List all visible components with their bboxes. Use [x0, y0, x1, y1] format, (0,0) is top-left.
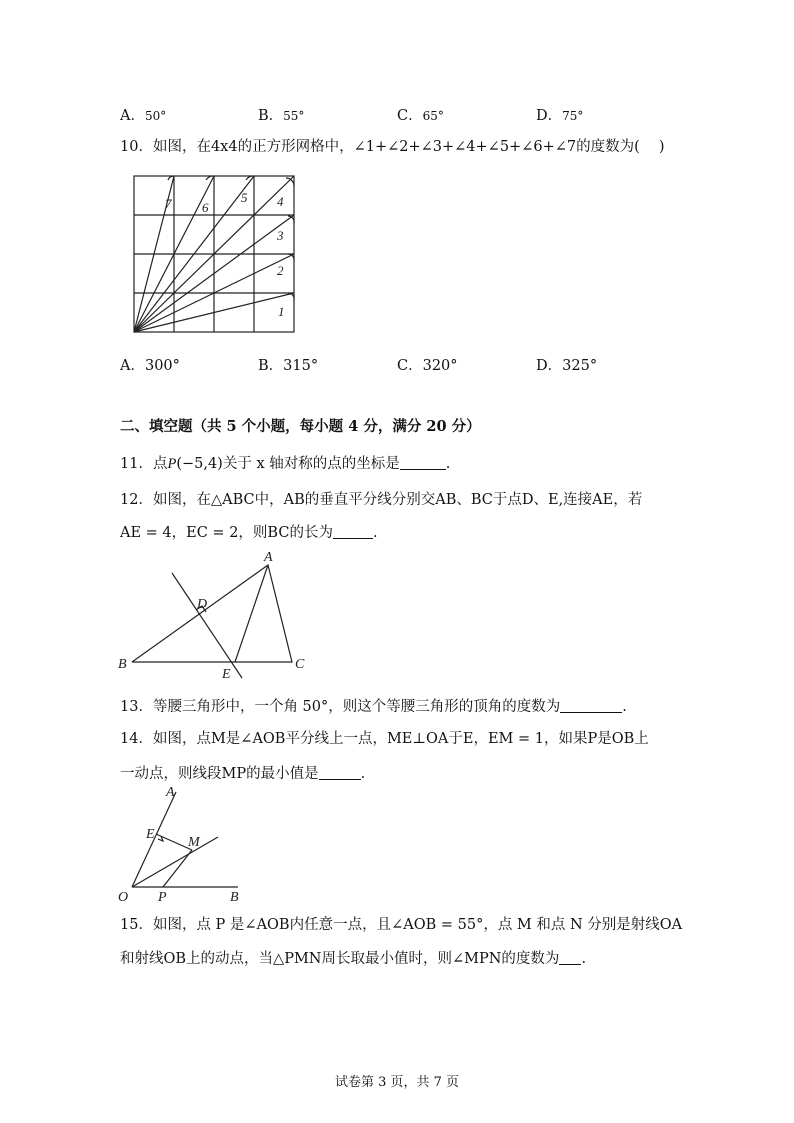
q11-text: 11．点P(−5,4)关于 x 轴对称的点的坐标是 .: [120, 456, 451, 472]
q9-option-a: A．50°: [120, 108, 167, 124]
label-A: A: [264, 550, 273, 565]
q14-answer-blank[interactable]: [319, 765, 361, 780]
label-D: D: [197, 597, 208, 612]
label-E: E: [146, 827, 155, 842]
label-M: M: [188, 835, 200, 850]
label-P: P: [158, 890, 167, 904]
label-B: B: [118, 657, 127, 672]
label-C: C: [295, 657, 305, 672]
q9-option-c: C．65°: [397, 108, 444, 124]
q10-grid-figure: [128, 172, 300, 338]
q9-option-d: D．75°: [536, 108, 584, 124]
q12-line1: 12．如图，在△ABC中，AB的垂直平分线分别交AB、BC于点D、E,连接AE，若: [120, 492, 643, 508]
q10-option-b: B．315°: [258, 358, 319, 374]
q11-answer-blank[interactable]: [400, 455, 446, 470]
label-E: E: [222, 667, 231, 682]
q12-triangle-figure: [112, 548, 312, 682]
q10-option-d: D．325°: [536, 358, 598, 374]
q9-option-b: B．55°: [258, 108, 305, 124]
angle-label-1: 1: [278, 304, 285, 319]
q10-text: 10．如图，在4x4的正方形网格中，∠1+∠2+∠3+∠4+∠5+∠6+∠7的度数为( ): [120, 139, 665, 155]
q14-line1: 14．如图，点M是∠AOB平分线上一点，ME⊥OA于E，EM = 1，如果P是OB上: [120, 731, 649, 747]
q12-line2: AE = 4，EC = 2，则BC的长为 .: [120, 525, 378, 541]
angle-label-5: 5: [241, 190, 248, 205]
section-2-heading: 二、填空题（共 5 个小题，每小题 4 分，满分 20 分）: [120, 418, 481, 435]
label-A: A: [166, 785, 175, 800]
angle-label-6: 6: [202, 200, 209, 215]
page-footer: 试卷第 3 页，共 7 页: [334, 1075, 460, 1090]
angle-label-7: 7: [165, 196, 172, 211]
angle-label-2: 2: [277, 263, 284, 278]
q12-answer-blank[interactable]: [333, 524, 373, 539]
q10-option-c: C．320°: [397, 358, 458, 374]
q10-option-a: A．300°: [120, 358, 180, 374]
label-B: B: [230, 890, 239, 904]
label-O: O: [118, 890, 129, 904]
angle-label-3: 3: [277, 228, 284, 243]
q15-line2: 和射线OB上的动点，当△PMN周长取最小值时，则∠MPN的度数为 .: [120, 951, 587, 967]
q14-angle-figure: [114, 784, 254, 904]
q15-answer-blank[interactable]: [559, 950, 581, 965]
q13-answer-blank[interactable]: [560, 698, 622, 713]
q15-line1: 15．如图，点 P 是∠AOB内任意一点，且∠AOB = 55°，点 M 和点 N 分别是射线OA: [120, 917, 683, 933]
q14-line2: 一动点，则线段MP的最小值是 .: [120, 766, 366, 782]
q13-text: 13．等腰三角形中，一个角 50°，则这个等腰三角形的顶角的度数为 .: [120, 699, 627, 715]
angle-label-4: 4: [277, 194, 284, 209]
